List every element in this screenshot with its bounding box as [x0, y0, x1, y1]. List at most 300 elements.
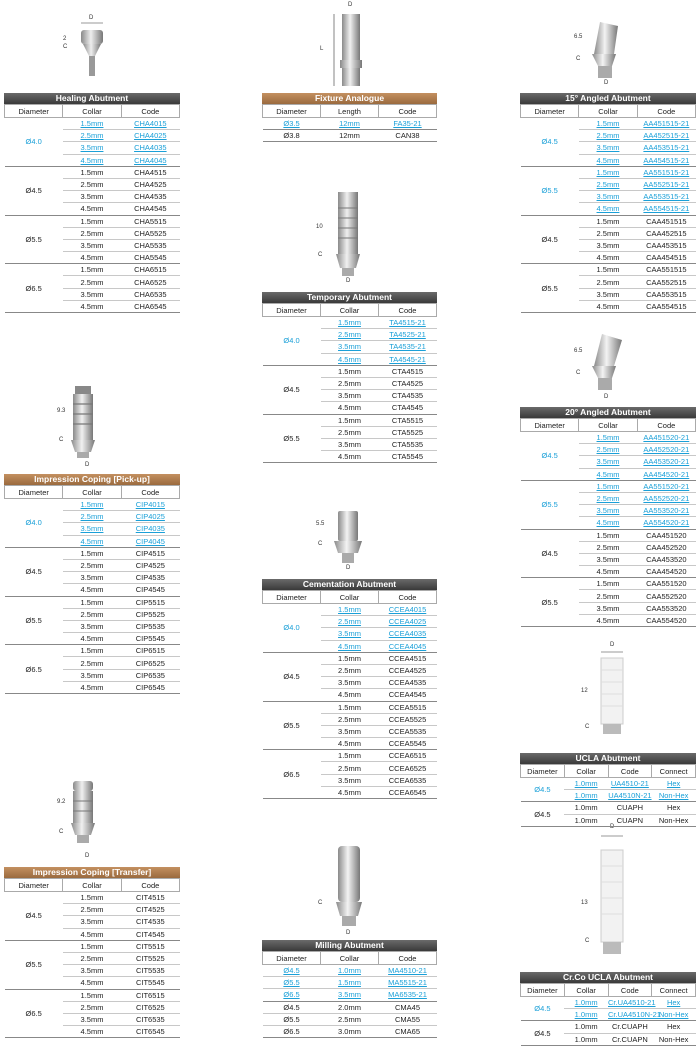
table-cell: 3.5mm — [579, 456, 637, 468]
table-cell: 4.5mm — [321, 689, 379, 701]
cementation-title: Cementation Abutment — [262, 579, 437, 590]
diameter-cell: Ø6.5 — [5, 645, 63, 694]
table-cell: CCEA5535 — [379, 725, 437, 737]
table-cell: 3.0mm — [321, 1025, 379, 1037]
table-cell: CUAPH — [608, 802, 652, 814]
table-cell: Hex — [652, 1021, 696, 1033]
table-cell: CIP4525 — [121, 559, 179, 571]
crco_ucla-title: Cr.Co UCLA Abutment — [520, 972, 696, 983]
table-row — [263, 118, 437, 130]
temporary-abutment-figure — [312, 188, 382, 288]
table-cell: 1.0mm — [564, 814, 608, 826]
table-cell: 3.5mm — [321, 438, 379, 450]
table-cell: 1.5mm — [579, 166, 637, 178]
crco_ucla-table — [520, 983, 696, 1046]
pickup-h-label: 9.3 — [57, 408, 66, 414]
angled20-table — [520, 418, 696, 627]
impression_pickup-title: Impression Coping [Pick-up] — [4, 474, 180, 485]
table-cell: Ø5.5 — [263, 1013, 321, 1025]
header-row — [521, 984, 696, 997]
table-cell: 3.5mm — [63, 620, 121, 632]
table-cell: Ø3.5 — [263, 118, 321, 130]
table-cell: AA553515-21 — [637, 191, 695, 203]
table-cell: Hex — [652, 778, 696, 790]
table-cell: 2.5mm — [579, 541, 637, 553]
table-cell: CIP5515 — [121, 596, 179, 608]
table-cell: CAA551520 — [637, 578, 695, 590]
diameter-cell: Ø5.5 — [263, 701, 321, 750]
table-row — [5, 499, 180, 511]
a15-d-label: D — [604, 80, 609, 86]
diameter-cell: Ø4.5 — [521, 802, 565, 826]
cementation-abutment-block — [262, 579, 437, 799]
table-row — [263, 977, 437, 989]
table-cell: CTA5545 — [379, 451, 437, 463]
column-header: Length — [321, 105, 379, 118]
header-row — [5, 486, 180, 499]
table-cell: 2.5mm — [63, 511, 121, 523]
table-cell: CCEA5545 — [379, 738, 437, 750]
column-header: Collar — [321, 952, 379, 965]
diameter-cell: Ø6.5 — [5, 989, 63, 1038]
table-cell: CIT6545 — [121, 1026, 179, 1038]
column-header: Collar — [63, 486, 121, 499]
table-cell: Hex — [652, 802, 696, 814]
table-cell: 2.5mm — [579, 178, 637, 190]
table-cell: 3.5mm — [63, 142, 121, 154]
table-cell: 3.5mm — [579, 505, 637, 517]
table-cell: 1.5mm — [63, 547, 121, 559]
column-header: Collar — [321, 304, 379, 317]
table-cell: 4.5mm — [63, 928, 121, 940]
table-cell: 2.5mm — [63, 1001, 121, 1013]
table-cell: 2.5mm — [63, 952, 121, 964]
column-header: Code — [121, 879, 179, 892]
column-header: Code — [379, 952, 437, 965]
table-cell: 3.5mm — [63, 288, 121, 300]
table-row — [521, 578, 696, 590]
table-cell: 2.5mm — [579, 590, 637, 602]
table-cell: Ø5.5 — [263, 977, 321, 989]
table-cell: 1.0mm — [564, 1009, 608, 1021]
diameter-cell: Ø5.5 — [521, 264, 579, 313]
column-header: Diameter — [5, 486, 63, 499]
table-cell: 1.5mm — [63, 596, 121, 608]
table-cell: MA4510-21 — [379, 965, 437, 977]
table-cell: 1.5mm — [321, 652, 379, 664]
temporary-abutment-block — [262, 292, 437, 463]
impression-transfer-figure — [55, 775, 115, 865]
table-cell: CHA4035 — [121, 142, 179, 154]
table-cell: 1.0mm — [564, 790, 608, 802]
column-header: Code — [379, 105, 437, 118]
table-cell: CAA452515 — [637, 227, 695, 239]
table-row — [5, 596, 180, 608]
table-cell: 1.5mm — [579, 480, 637, 492]
ucla-title: UCLA Abutment — [520, 753, 696, 764]
table-cell: CCEA6535 — [379, 774, 437, 786]
diameter-cell: Ø4.5 — [5, 547, 63, 596]
table-cell: CCEA4035 — [379, 628, 437, 640]
table-cell: CAA553515 — [637, 288, 695, 300]
table-cell: Non-Hex — [652, 1033, 696, 1045]
table-cell: 1.0mm — [564, 1033, 608, 1045]
table-cell: 2.5mm — [63, 608, 121, 620]
milling-title: Milling Abutment — [262, 940, 437, 951]
table-cell: CIP4015 — [121, 499, 179, 511]
table-cell: CHA4015 — [121, 118, 179, 130]
table-cell: CAN38 — [379, 130, 437, 142]
table-cell: CCEA6515 — [379, 750, 437, 762]
healing-abutment-figure — [55, 14, 115, 84]
table-cell: CCEA4525 — [379, 664, 437, 676]
table-cell: CHA6525 — [121, 276, 179, 288]
table-cell: 1.5mm — [63, 940, 121, 952]
milling-figure — [312, 840, 382, 945]
crco-ucla-block — [520, 972, 696, 1046]
diameter-cell: Ø5.5 — [5, 215, 63, 264]
table-row — [5, 264, 180, 276]
table-cell: CAA452520 — [637, 541, 695, 553]
ucla-h-label: 12 — [581, 688, 588, 694]
table-row — [263, 989, 437, 1001]
table-cell: CHA6515 — [121, 264, 179, 276]
table-cell: TA4545-21 — [379, 353, 437, 365]
header-row — [521, 765, 696, 778]
table-cell: CIP4035 — [121, 523, 179, 535]
table-cell: CIT6525 — [121, 1001, 179, 1013]
table-cell: 3.5mm — [579, 239, 637, 251]
column-header: Diameter — [521, 984, 565, 997]
table-cell: CHA6535 — [121, 288, 179, 300]
impression-transfer-block — [4, 867, 180, 1038]
table-cell: 1.0mm — [564, 997, 608, 1009]
column-header: Code — [121, 105, 179, 118]
table-row — [5, 989, 180, 1001]
diameter-cell: Ø4.0 — [5, 118, 63, 167]
table-cell: CIP5525 — [121, 608, 179, 620]
header-row — [5, 879, 180, 892]
table-cell: Non-Hex — [652, 790, 696, 802]
table-cell: CTA4525 — [379, 377, 437, 389]
a15-c-label: C — [576, 56, 581, 62]
fixture-analogue-block — [262, 93, 437, 142]
table-row — [263, 965, 437, 977]
table-cell: 3.5mm — [63, 572, 121, 584]
healing-table — [4, 104, 180, 313]
diameter-cell: Ø6.5 — [5, 264, 63, 313]
a20-h-label: 6.5 — [574, 348, 583, 354]
table-row — [263, 701, 437, 713]
column-header: Connect — [652, 984, 696, 997]
table-row — [521, 215, 696, 227]
ucla-d-label: D — [610, 642, 615, 648]
table-cell: Ø4.5 — [263, 965, 321, 977]
table-cell: AA552515-21 — [637, 178, 695, 190]
table-cell: AA451520-21 — [637, 432, 695, 444]
diameter-cell: Ø5.5 — [521, 480, 579, 529]
table-cell: 4.5mm — [579, 154, 637, 166]
column-header: Connect — [652, 765, 696, 778]
header-row — [263, 304, 437, 317]
diameter-cell: Ø5.5 — [263, 414, 321, 463]
table-cell: 3.5mm — [63, 239, 121, 251]
table-row — [521, 432, 696, 444]
table-cell: Ø6.5 — [263, 1025, 321, 1037]
table-cell: CAA451520 — [637, 529, 695, 541]
table-cell: UA4510N-21 — [608, 791, 652, 801]
table-cell: TA4525-21 — [379, 329, 437, 341]
table-cell: AA553520-21 — [637, 505, 695, 517]
table-cell: CHA5515 — [121, 215, 179, 227]
table-cell: 4.5mm — [63, 1026, 121, 1038]
table-cell: 3.5mm — [321, 989, 379, 1001]
table-cell: CIP6515 — [121, 645, 179, 657]
table-cell: 1.5mm — [579, 432, 637, 444]
diameter-cell: Ø4.5 — [521, 778, 565, 802]
table-cell: CCEA5515 — [379, 701, 437, 713]
table-cell: FA35-21 — [379, 118, 437, 130]
table-cell: MA5515-21 — [379, 977, 437, 989]
column-header: Diameter — [521, 105, 579, 118]
table-cell: CTA5525 — [379, 426, 437, 438]
diameter-cell: Ø5.5 — [5, 940, 63, 989]
table-cell: AA551520-21 — [637, 480, 695, 492]
impression_transfer-title: Impression Coping [Transfer] — [4, 867, 180, 878]
table-cell: 2.5mm — [321, 664, 379, 676]
table-row — [521, 480, 696, 492]
impression-pickup-block — [4, 474, 180, 694]
table-row — [263, 414, 437, 426]
table-cell: 1.5mm — [63, 166, 121, 178]
table-cell: CIP5535 — [121, 620, 179, 632]
table-cell: 1.5mm — [579, 578, 637, 590]
table-cell: 1.5mm — [63, 989, 121, 1001]
table-cell: CUAPN — [608, 814, 652, 826]
crco-h-label: 13 — [581, 900, 588, 906]
table-row — [263, 1001, 437, 1013]
column-header: Code — [608, 765, 652, 778]
table-cell: 1.5mm — [63, 215, 121, 227]
table-cell: 2.5mm — [321, 329, 379, 341]
table-cell: 1.5mm — [63, 264, 121, 276]
table-cell: CAA552520 — [637, 590, 695, 602]
table-cell: 1.5mm — [321, 365, 379, 377]
table-cell: AA454515-21 — [637, 154, 695, 166]
table-cell: CIT6535 — [121, 1013, 179, 1025]
table-cell: 4.5mm — [579, 566, 637, 578]
column-header: Code — [379, 304, 437, 317]
table-cell: CAA451515 — [637, 215, 695, 227]
table-cell: 1.5mm — [321, 750, 379, 762]
fixture-analogue-figure — [320, 2, 380, 90]
cem-d-label: D — [346, 565, 351, 571]
table-cell: Cr.CUAPN — [608, 1033, 652, 1045]
table-cell: CCEA4515 — [379, 652, 437, 664]
a20-d-label: D — [604, 394, 609, 400]
table-cell: CHA6545 — [121, 300, 179, 312]
table-cell: Cr.CUAPH — [608, 1021, 652, 1033]
table-row — [521, 264, 696, 276]
table-cell: CIP6535 — [121, 669, 179, 681]
column-header: Code — [121, 486, 179, 499]
table-cell: 4.5mm — [321, 738, 379, 750]
impression_pickup-table — [4, 485, 180, 694]
table-cell: 2.5mm — [579, 276, 637, 288]
table-cell: AA454520-21 — [637, 468, 695, 480]
temporary-title: Temporary Abutment — [262, 292, 437, 303]
table-cell: CIT4515 — [121, 892, 179, 904]
milling-table — [262, 951, 437, 1038]
table-cell: CAA552515 — [637, 276, 695, 288]
angled-15-figure — [570, 14, 640, 90]
diameter-cell: Ø4.5 — [521, 529, 579, 578]
a20-c-label: C — [576, 370, 581, 376]
table-row — [263, 1025, 437, 1037]
table-row — [521, 997, 696, 1009]
diameter-cell: Ø5.5 — [521, 166, 579, 215]
table-cell: CAA454520 — [637, 566, 695, 578]
table-cell: CHA4535 — [121, 191, 179, 203]
table-cell: CAA454515 — [637, 252, 695, 264]
table-cell: CIT4535 — [121, 916, 179, 928]
column-header: Code — [637, 105, 695, 118]
pickup-d-label: D — [85, 462, 90, 468]
table-cell: CHA5535 — [121, 239, 179, 251]
diameter-cell: Ø4.5 — [263, 365, 321, 414]
table-cell: CIT4545 — [121, 928, 179, 940]
table-cell: 1.5mm — [63, 892, 121, 904]
table-cell: Non-Hex — [652, 1009, 696, 1021]
pickup-c-label: C — [59, 437, 64, 443]
table-cell: 12mm — [321, 118, 379, 130]
table-cell: 2.5mm — [579, 130, 637, 142]
table-cell: 4.5mm — [579, 614, 637, 626]
cementation-table — [262, 590, 437, 799]
column-header: Collar — [579, 419, 637, 432]
table-cell: CHA4045 — [121, 154, 179, 166]
table-cell: 4.5mm — [321, 640, 379, 652]
column-header: Diameter — [5, 879, 63, 892]
column-header: Diameter — [263, 952, 321, 965]
crco-figure — [575, 820, 645, 970]
table-cell: CAA453515 — [637, 239, 695, 251]
cementation-figure — [312, 505, 382, 575]
table-cell: AA451515-21 — [637, 118, 695, 130]
table-cell: CIP4515 — [121, 547, 179, 559]
table-cell: CHA5545 — [121, 252, 179, 264]
table-cell: CTA5535 — [379, 438, 437, 450]
diameter-cell: Ø4.5 — [5, 166, 63, 215]
diameter-cell: Ø5.5 — [521, 578, 579, 627]
table-cell: CIP6545 — [121, 681, 179, 693]
table-cell: UA4510-21 — [608, 778, 652, 790]
table-cell: 3.5mm — [63, 523, 121, 535]
table-cell: 1.5mm — [321, 317, 379, 329]
header-row — [521, 419, 696, 432]
column-header: Collar — [63, 879, 121, 892]
table-cell: CIT5525 — [121, 952, 179, 964]
table-cell: 1.0mm — [564, 802, 608, 814]
table-cell: 1.5mm — [579, 529, 637, 541]
cem-h-label: 5.5 — [316, 521, 325, 527]
table-cell: CCEA4045 — [379, 640, 437, 652]
table-row — [5, 547, 180, 559]
table-cell: Cr.UA4510-21 — [608, 998, 656, 1008]
table-cell: MA6535-21 — [379, 989, 437, 1001]
table-row — [521, 166, 696, 178]
table-row — [521, 118, 696, 130]
table-cell: Hex — [652, 997, 696, 1009]
column-header: Collar — [564, 984, 608, 997]
milling-abutment-block — [262, 940, 437, 1038]
table-cell: CCEA4535 — [379, 677, 437, 689]
column-header: Code — [608, 984, 652, 997]
fixture-d-label: D — [348, 2, 353, 8]
table-cell: CMA45 — [379, 1001, 437, 1013]
table-cell: 3.5mm — [63, 1013, 121, 1025]
table-cell: AA453515-21 — [637, 142, 695, 154]
table-cell: CCEA6545 — [379, 786, 437, 798]
table-cell: AA452515-21 — [637, 130, 695, 142]
table-cell: CIT4525 — [121, 904, 179, 916]
ucla-figure — [575, 640, 645, 750]
table-cell: 2.5mm — [63, 559, 121, 571]
ucla-c-label: C — [585, 724, 590, 730]
table-cell: 3.5mm — [321, 390, 379, 402]
table-row — [5, 166, 180, 178]
table-cell: AA552520-21 — [637, 492, 695, 504]
table-cell: 2.5mm — [321, 762, 379, 774]
table-cell: 12mm — [321, 130, 379, 142]
table-cell: CIP4545 — [121, 584, 179, 596]
table-cell: 2.5mm — [63, 276, 121, 288]
healing-title: Healing Abutment — [4, 93, 180, 104]
table-cell: 3.5mm — [321, 628, 379, 640]
table-cell: 2.5mm — [63, 657, 121, 669]
fixture-title: Fixture Analogue — [262, 93, 437, 104]
table-cell: CHA4025 — [121, 130, 179, 142]
table-cell: 3.5mm — [321, 341, 379, 353]
column-header: Collar — [321, 591, 379, 604]
table-cell: 3.5mm — [321, 774, 379, 786]
table-cell: 4.5mm — [579, 203, 637, 215]
column-header: Diameter — [5, 105, 63, 118]
table-cell: 2.5mm — [321, 1013, 379, 1025]
milling-c-label: C — [318, 900, 323, 906]
table-cell: 1.5mm — [63, 118, 121, 130]
table-cell: CCEA4025 — [379, 616, 437, 628]
diameter-cell: Ø4.0 — [263, 317, 321, 366]
table-cell: 2.5mm — [579, 492, 637, 504]
table-cell: 4.5mm — [63, 535, 121, 547]
table-row — [521, 529, 696, 541]
fixture-l-label: L — [320, 46, 324, 52]
table-row — [5, 892, 180, 904]
table-cell: 1.5mm — [321, 701, 379, 713]
table-row — [263, 652, 437, 664]
table-row — [5, 118, 180, 130]
table-cell: 2.5mm — [321, 616, 379, 628]
column-header: Diameter — [263, 591, 321, 604]
table-row — [5, 940, 180, 952]
table-cell: CIP4025 — [121, 511, 179, 523]
table-cell: 2.5mm — [63, 130, 121, 142]
table-cell: 3.5mm — [579, 142, 637, 154]
table-row — [521, 778, 696, 790]
table-cell: CAA551515 — [637, 264, 695, 276]
header-row — [263, 105, 437, 118]
